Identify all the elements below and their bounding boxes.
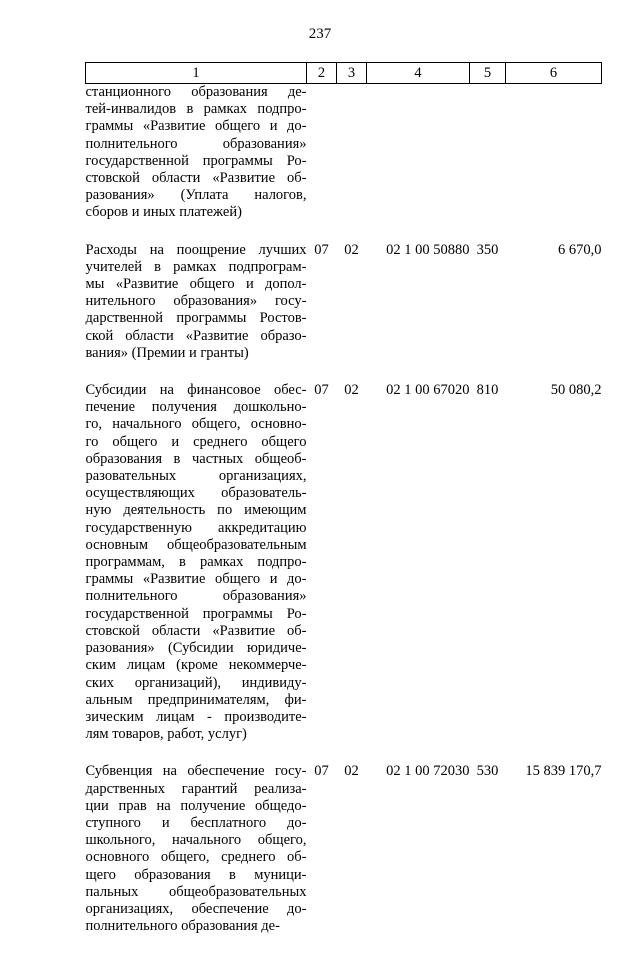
description-line: нительного образования» госу- [86,293,307,310]
description-line: мы «Развитие общего и допол- [86,276,307,293]
description-line: осуществляющих образователь- [86,485,307,502]
expense-type-code: 810 [470,380,506,761]
budget-table [85,62,602,953]
description-line: государственной программы Ро- [86,606,307,623]
table-row [86,380,602,761]
subsection-code [337,84,367,240]
description-line: Субвенция на обеспечение госу- [86,763,307,780]
description-line: разовательных организациях, [86,468,307,485]
header-col-4: 4 [367,63,470,84]
description-line: альным предпринимателям, фи- [86,692,307,709]
header-col-5: 5 [470,63,506,84]
description-line: печение получения дошкольно- [86,399,307,416]
description-line: ской области «Развитие образо- [86,328,307,345]
description-line: тей-инвалидов в рамках подпро- [86,101,307,118]
description-line: зическим лицам - производите- [86,709,307,726]
header-col-1: 1 [86,63,307,84]
description-line: разования» (Уплата налогов, [86,187,307,204]
page-number: 237 [0,26,640,43]
description-line: граммы «Развитие общего и до- [86,118,307,135]
description-line: Субсидии на финансовое обес- [86,382,307,399]
description-line: го общего и среднего общего [86,434,307,451]
description-line: Расходы на поощрение лучших [86,242,307,259]
description-line: полнительного образования» [86,136,307,153]
target-article-code: 02 1 00 72030 [367,761,470,953]
expense-description [86,240,307,380]
description-line: школьного, начального общего, [86,832,307,849]
amount: 15 839 170,7 [506,761,602,953]
section-code: 07 [307,380,337,761]
table-row [86,761,602,953]
subsection-code: 02 [337,240,367,380]
description-line: станционного образования де- [86,84,307,101]
table-body [86,84,602,953]
description-line: полнительного образования де- [86,918,307,935]
target-article-code: 02 1 00 67020 [367,380,470,761]
expense-type-code: 530 [470,761,506,953]
description-line: полнительного образования» [86,588,307,605]
description-line: граммы «Развитие общего и до- [86,571,307,588]
description-line: программам, в рамках подпро- [86,554,307,571]
description-line: ную деятельность по имеющим [86,502,307,519]
description-line: государственной программы Ро- [86,153,307,170]
description-line: ских организаций), индивиду- [86,675,307,692]
target-article-code: 02 1 00 50880 [367,240,470,380]
header-col-6: 6 [506,63,602,84]
description-line: дарственных гарантий реализа- [86,781,307,798]
description-line: ции прав на получение общедо- [86,798,307,815]
section-code: 07 [307,240,337,380]
description-line: го, начального общего, основно- [86,416,307,433]
description-line: государственную аккредитацию [86,520,307,537]
description-line: стовской области «Развитие об- [86,623,307,640]
table-header-row [86,63,602,84]
description-line: основным общеобразовательным [86,537,307,554]
table-row [86,84,602,240]
description-line: разования» (Субсидии юридиче- [86,640,307,657]
description-line: лям товаров, работ, услуг) [86,726,307,743]
description-line: ступного и бесплатного до- [86,815,307,832]
table-row [86,240,602,380]
section-code: 07 [307,761,337,953]
description-line: сборов и иных платежей) [86,204,307,221]
amount: 6 670,0 [506,240,602,380]
amount [506,84,602,240]
description-line: пальных общеобразовательных [86,884,307,901]
expense-description [86,380,307,761]
header-col-2: 2 [307,63,337,84]
header-col-3: 3 [337,63,367,84]
description-line: дарственной программы Ростов- [86,310,307,327]
expense-type-code [470,84,506,240]
target-article-code [367,84,470,240]
expense-description [86,84,307,240]
amount: 50 080,2 [506,380,602,761]
expense-type-code: 350 [470,240,506,380]
description-line: стовской области «Развитие об- [86,170,307,187]
description-line: основного общего, среднего об- [86,849,307,866]
description-line: ским лицам (кроме некоммерче- [86,657,307,674]
description-line: вания» (Премии и гранты) [86,345,307,362]
description-line: организациях, обеспечение до- [86,901,307,918]
description-line: образования в частных общеоб- [86,451,307,468]
subsection-code: 02 [337,380,367,761]
description-line: учителей в рамках подпрограм- [86,259,307,276]
section-code [307,84,337,240]
subsection-code: 02 [337,761,367,953]
expense-description [86,761,307,953]
description-line: щего образования в муници- [86,867,307,884]
